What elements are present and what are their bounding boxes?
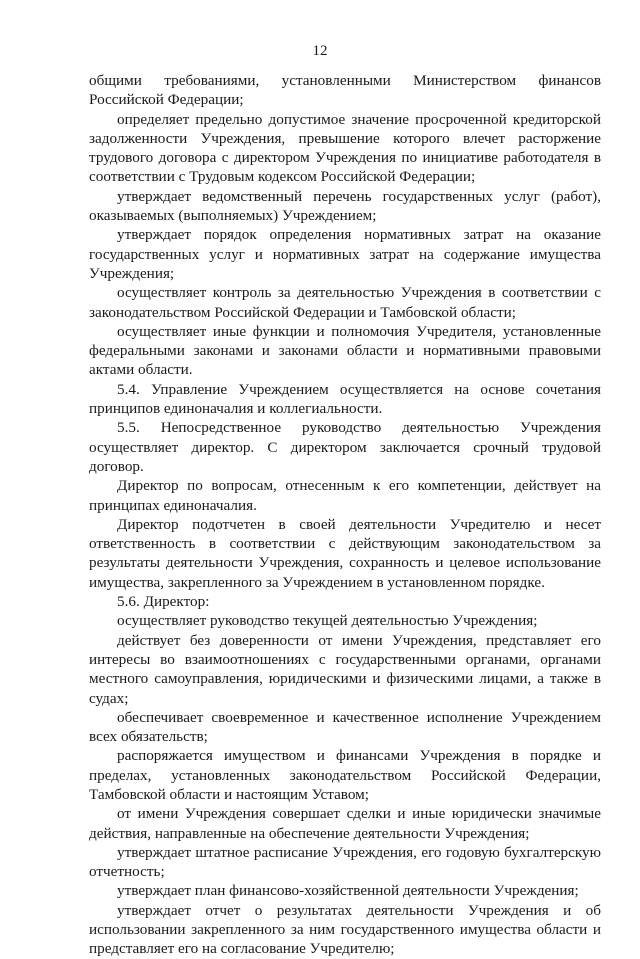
paragraph: Директор по вопросам, отнесенным к его компетенции, действует на принципах единоначалия. [89,477,601,514]
paragraph: утверждает штатное расписание Учреждения, его годовую бухгалтерскую отчетность; [89,843,601,881]
paragraph: распоряжается имуществом и финансами Учреждения в порядке и пределах, установленных законодательством Российской Федерации, Тамбовской области и настоящим Уставом; [89,747,601,803]
section-5-6-heading: 5.6. Директор: [117,593,210,611]
document-body [89,71,601,959]
paragraph: утверждает план финансово-хозяйственной деятельности Учреждения; [117,882,579,900]
paragraph: осуществляет иные функции и полномочия Учредителя, установленные федеральными законами и законами области и нормативными правовыми актами области. [89,322,601,379]
page-number: 12 [312,43,328,59]
paragraph: утверждает отчет о результатах деятельности Учреждения и об использовании закрепленного за ним государственного имущества области и представляет его на согласование Учредителю; [89,901,601,958]
paragraph: от имени Учреждения совершает сделки и иные юридически значимые действия, направленные на обеспечение деятельности Учреждения; [89,805,601,842]
paragraph: утверждает порядок определения нормативных затрат на оказание государственных услуг и нормативных затрат на содержание имущества Учреждения; [89,226,601,282]
paragraph: осуществляет контроль за деятельностью Учреждения в соответствии с законодательством Российской Федерации и Тамбовской области; [89,284,601,321]
section-5-5-paragraph: 5.5. Непосредственное руководство деятельностью Учреждения осуществляет директор. С директором заключается срочный трудовой договор. [89,419,601,475]
paragraph: Директор подотчетен в своей деятельности Учредителю и несет ответственность в соответствии с действующим законодательством за результаты деятельности Учреждения, сохранность и целевое использование имущества, закрепленного за Учреждением в установленном порядке. [89,515,601,591]
paragraph: определяет предельно допустимое значение просроченной кредиторской задолженности Учреждения, превышение которого влечет расторжение трудового договора с директором Учреждения по инициативе работодателя в соответствии с Трудовым кодексом Российской Федерации; [89,110,601,186]
paragraph: общими требованиями, установленными Министерством финансов Российской Федерации; [89,72,601,109]
paragraph: осуществляет руководство текущей деятельностью Учреждения; [117,612,538,630]
section-5-4-paragraph: 5.4. Управление Учреждением осуществляется на основе сочетания принципов единоначалия и коллегиальности. [89,380,601,418]
paragraph: обеспечивает своевременное и качественное исполнение Учреждением всех обязательств; [89,708,601,746]
paragraph: действует без доверенности от имени Учреждения, представляет его интересы во взаимоотношениях с государственными органами, органами местного самоуправления, юридическими и физическими лицами, а также в судах; [89,631,601,707]
paragraph: утверждает ведомственный перечень государственных услуг (работ), оказываемых (выполняемых) Учреждением; [89,187,601,225]
